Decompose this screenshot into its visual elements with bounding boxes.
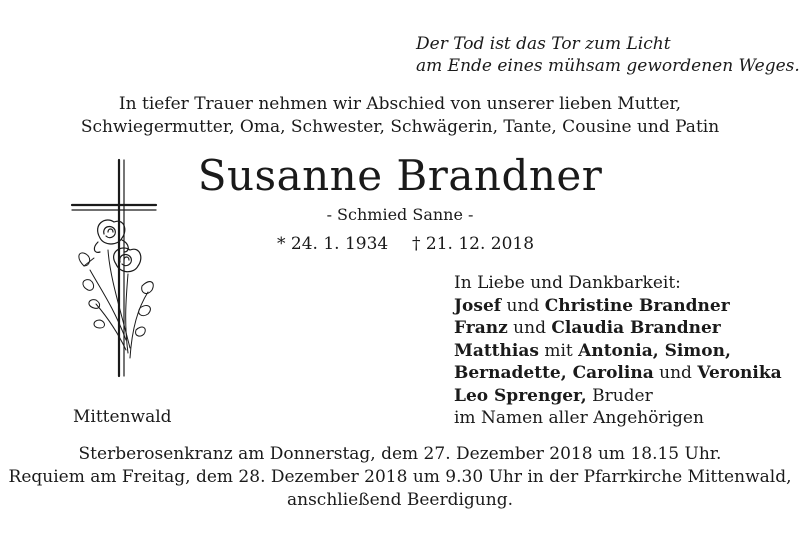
- mourner-line: Matthias mit Antonia, Simon,: [454, 340, 731, 361]
- mourner-line: Franz und Claudia Brandner: [454, 318, 721, 338]
- mourners-heading: In Liebe und Dankbarkeit:: [454, 273, 681, 293]
- place-label: Mittenwald: [73, 407, 172, 427]
- quote-line-1: Der Tod ist das Tor zum Licht: [416, 34, 671, 54]
- deceased-name: Susanne Brandner: [197, 151, 603, 200]
- death-date: † 21. 12. 2018: [412, 234, 535, 254]
- mourner-line: Leo Sprenger, Bruder: [454, 385, 653, 406]
- service-line-2: Requiem am Freitag, dem 28. Dezember 2018 um 9.30 Uhr in der Pfarrkirche Mittenwald,: [8, 467, 792, 487]
- service-line-3: anschließend Beerdigung.: [287, 490, 513, 510]
- mourner-line: Josef und Christine Brandner: [454, 295, 730, 316]
- deceased-nickname: - Schmied Sanne -: [326, 205, 474, 224]
- mourners-closing: im Namen aller Angehörigen: [454, 408, 704, 428]
- birth-date: * 24. 1. 1934: [277, 234, 389, 254]
- intro-line-1: In tiefer Trauer nehmen wir Abschied von unserer lieben Mutter,: [118, 94, 682, 114]
- quote-line-2: am Ende eines mühsam gewordenen Weges.: [416, 56, 800, 76]
- cross-with-roses-icon: [70, 158, 170, 378]
- service-line-1: Sterberosenkranz am Donnerstag, dem 27. Dezember 2018 um 18.15 Uhr.: [78, 444, 722, 464]
- mourners-block: [454, 272, 782, 430]
- mourner-line: Bernadette, Carolina und Veronika: [454, 363, 782, 383]
- intro-line-2: Schwiegermutter, Oma, Schwester, Schwägerin, Tante, Cousine und Patin: [80, 117, 720, 137]
